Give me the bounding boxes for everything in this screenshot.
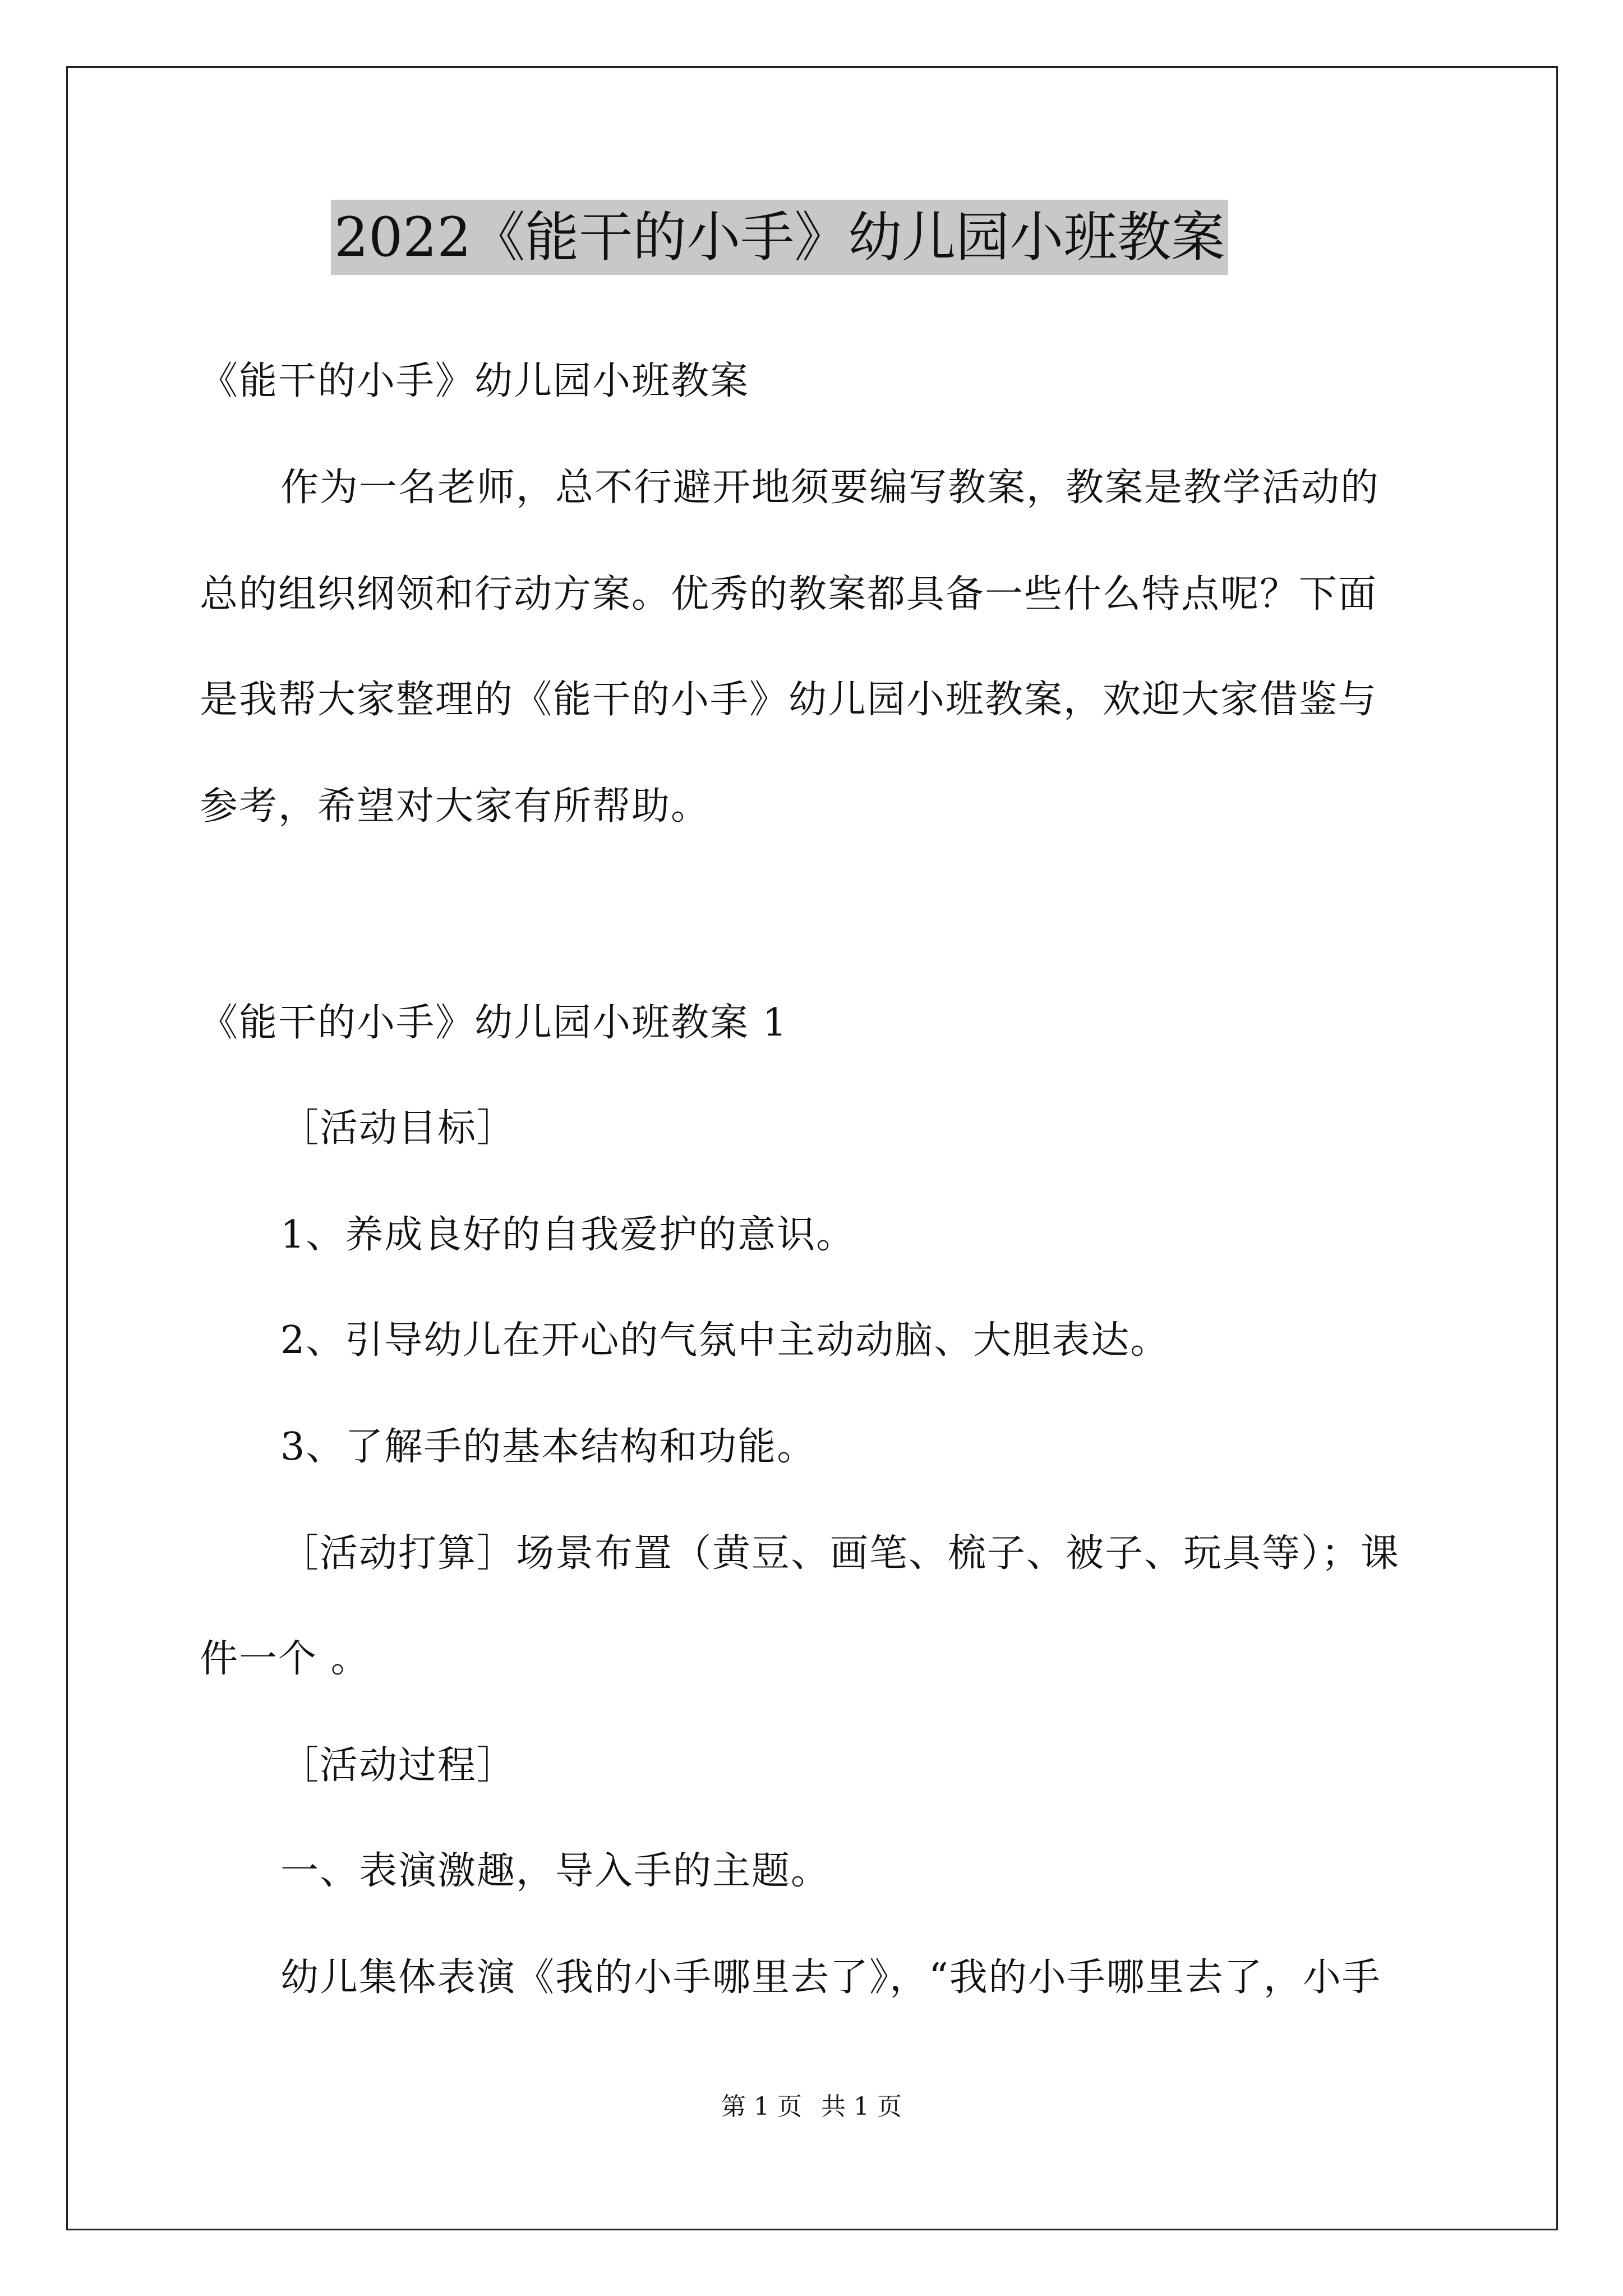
subtitle: 《能干的小手》幼儿园小班教案: [200, 359, 750, 403]
intro-line-1: 作为一名老师，总不行避开地须要编写教案，教案是教学活动的: [280, 466, 1380, 510]
goals-heading: ［活动目标］: [280, 1106, 517, 1151]
prep-line-2: 件一个 。: [200, 1637, 370, 1681]
process-heading: ［活动过程］: [280, 1743, 517, 1788]
intro-line-3: 是我帮大家整理的《能干的小手》幼儿园小班教案，欢迎大家借鉴与: [200, 678, 1378, 722]
section-heading: 《能干的小手》幼儿园小班教案 1: [200, 1001, 788, 1045]
goal-item: 1、养成良好的自我爱护的意识。: [280, 1213, 856, 1257]
page-number: 第 1 页: [721, 2092, 802, 2121]
process-step-1: 一、表演激趣，导入手的主题。: [280, 1849, 831, 1893]
goal-item: 3、了解手的基本结构和功能。: [280, 1425, 817, 1469]
process-text: 幼儿集体表演《我的小手哪里去了》，“我的小手哪里去了，小手: [280, 1955, 1381, 2000]
intro-line-2: 总的组织纲领和行动方案。优秀的教案都具备一些什么特点呢？下面: [200, 572, 1378, 616]
page-total: 共 1 页: [821, 2092, 902, 2121]
goal-item: 2、引导幼儿在开心的气氛中主动动脑、大胆表达。: [280, 1318, 1170, 1363]
prep-line-1: ［活动打算］场景布置（黄豆、画笔、梳子、被子、玩具等）；课: [280, 1531, 1400, 1576]
intro-line-4: 参考，希望对大家有所帮助。: [200, 784, 711, 829]
page-footer: [0, 2091, 1623, 2123]
document-title: 2022《能干的小手》幼儿园小班教案: [331, 200, 1228, 275]
